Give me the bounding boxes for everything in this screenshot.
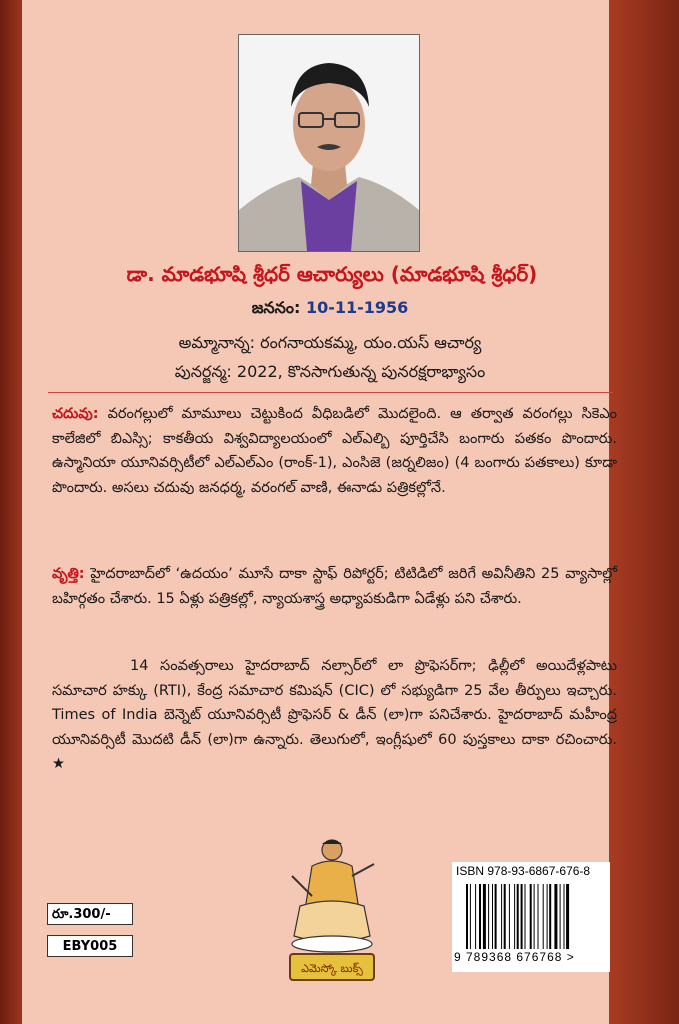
publisher-logo	[282, 836, 382, 991]
career-text: హైదరాబాద్‌లో ‘ఉదయం’ మూసే దాకా స్టాఫ్ రిపోర్టర్; టిటిడిలో జరిగే అవినీతిని 25 వ్యాసాల్లో బహిర్గతం చేశారు. 15 ఏళ్లు పత్రికల్లో, న్యాయశాస్త్ర అధ్యాపకుడిగా ఏడేళ్లు పని చేశారు.	[52, 566, 617, 607]
education-label: చదువు:	[52, 406, 99, 422]
author-photo	[238, 34, 420, 252]
divider	[48, 392, 613, 393]
isbn-text: ISBN 978-93-6867-676-8	[456, 864, 591, 878]
education-text: వరంగల్లులో మామూలు చెట్టుకింద వీధిబడిలో మొదలైంది. ఆ తర్వాత వరంగల్లు సికెఎం కాలేజిలో బిఎస్సి; కాకతీయ విశ్వవిద్యాలయంలో ఎల్ఎల్బి పూర్తిచేసి బంగారు పతకం పొందారు. ఉస్మానియా యూనివర్సిటీలో ఎల్ఎల్ఎం (రాంక్-1), ఎంసిజె (జర్నలిజం) (4 బంగారు పతకాలు) కూడా పొందారు. అసలు చదువు జనధర్మ, వరంగల్ వాణి, ఈనాడు పత్రికల్లోనే.	[52, 406, 617, 496]
publisher-banner: ఎమెస్కో బుక్స్	[301, 962, 363, 975]
rebirth-line	[40, 362, 620, 385]
career-paragraph	[52, 562, 617, 611]
education-paragraph	[52, 402, 617, 500]
right-border	[609, 0, 679, 1024]
author-name: డా. మాడభూషి శ్రీధర్ ఆచార్యులు (మాడభూషి శ్రీధర్)	[126, 262, 538, 286]
barcode-digits: 9 789368 676768 >	[454, 950, 575, 964]
birth-label: జననం:	[251, 298, 301, 317]
rebirth-text: 2022, కొనసాగుతున్న పునరక్షరాభ్యాసం	[236, 362, 486, 381]
isbn-box	[452, 862, 610, 972]
parents-line: అమ్మానాన్న: రంగనాయకమ్మ, యం.యస్ ఆచార్య	[178, 333, 482, 352]
achievements-paragraph: 14 సంవత్సరాలు హైదరాబాద్ నల్సార్‌లో లా ప్రొఫెసర్‌గా; ఢిల్లీలో అయిదేళ్లపాటు సమాచార హక్కు (RTI), కేంద్ర సమాచార కమిషన్ (CIC) లో సభ్యుడిగా 25 వేల తీర్పులు ఇచ్చారు. Times of India బెన్నెట్ యూనివర్సిటీ ప్రొఫెసర్ & డీన్ (లా)గా పనిచేశారు. హైదరాబాద్ మహీంద్ర యూనివర్సిటీ మొదటి డీన్ (లా)గా ఉన్నారు. తెలుగులో, ఇంగ్లీషులో 60 పుస్తకాలు దాకా రచించారు. ★	[52, 658, 617, 772]
birth-line	[40, 298, 620, 321]
birth-date: 10-11-1956	[305, 298, 409, 317]
career-label: వృత్తి:	[52, 566, 85, 582]
barcode	[466, 884, 606, 949]
price-label: రూ.300/-	[47, 903, 133, 925]
left-border	[0, 0, 22, 1024]
book-code: EBY005	[47, 935, 133, 957]
rebirth-label: పునర్జన్మ:	[174, 362, 232, 381]
